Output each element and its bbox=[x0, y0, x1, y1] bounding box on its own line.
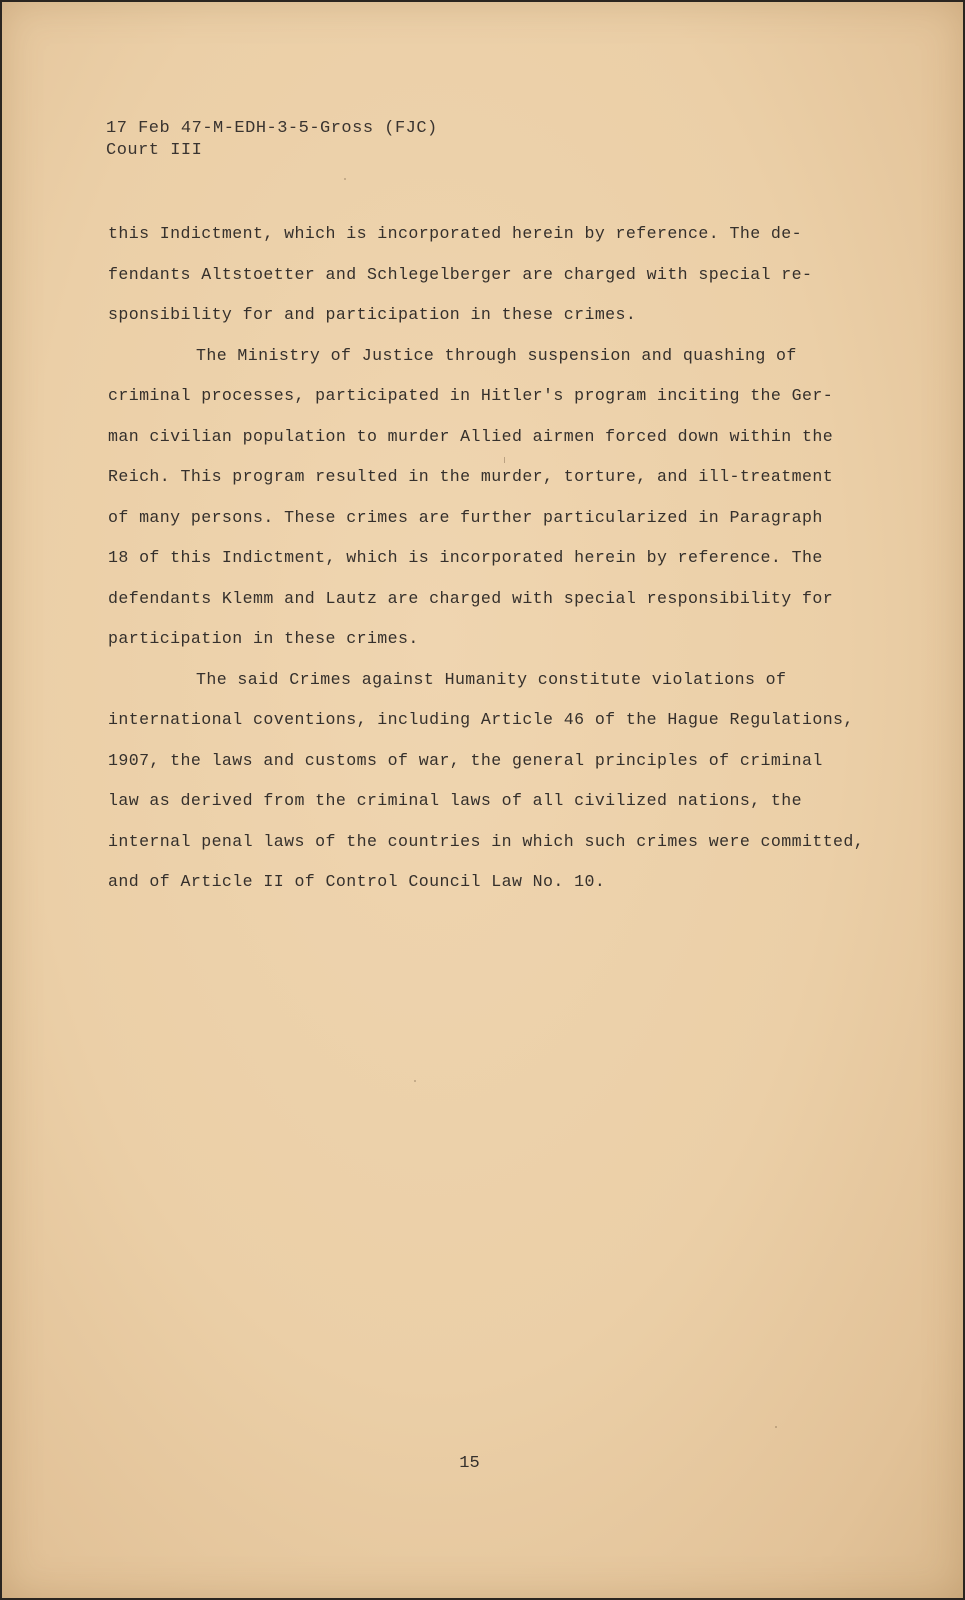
text-line: internal penal laws of the countries in which such crimes were committed, bbox=[108, 831, 865, 851]
text-line: 1907, the laws and customs of war, the general principles of criminal bbox=[108, 750, 823, 770]
text-line: criminal processes, participated in Hitler's program inciting the Ger- bbox=[108, 386, 834, 405]
text-line: The said Crimes against Humanity constitute violations of bbox=[196, 669, 787, 689]
body-text bbox=[108, 214, 865, 903]
paper-speck bbox=[344, 178, 346, 180]
header-reference: 17 Feb 47-M-EDH-3-5-Gross (FJC) bbox=[106, 119, 438, 138]
document-header bbox=[106, 118, 438, 162]
text-line: defendants Klemm and Lautz are charged with special responsibility for bbox=[108, 588, 834, 608]
text-line: Reich. This program resulted in the murder, torture, and ill-treatment bbox=[108, 467, 834, 486]
text-line: participation in these crimes. bbox=[108, 629, 419, 648]
paragraph bbox=[108, 336, 848, 660]
paper-speck bbox=[414, 1080, 416, 1082]
paragraph bbox=[108, 214, 848, 336]
page-number: 15 bbox=[459, 1454, 480, 1473]
paragraph bbox=[108, 660, 865, 903]
paper-speck bbox=[775, 1426, 777, 1428]
header-court: Court III bbox=[106, 141, 203, 160]
text-line: The Ministry of Justice through suspension and quashing of bbox=[196, 345, 797, 365]
text-line: sponsibility for and participation in these crimes. bbox=[108, 305, 637, 324]
text-line: law as derived from the criminal laws of all civilized nations, the bbox=[108, 791, 802, 810]
text-line: 18 of this Indictment, which is incorporated herein by reference. The bbox=[108, 548, 823, 567]
text-line: fendants Altstoetter and Schlegelberger are charged with special re- bbox=[108, 264, 813, 284]
paper-speck bbox=[504, 457, 505, 463]
text-line: this Indictment, which is incorporated herein by reference. The de- bbox=[108, 224, 802, 243]
document-page bbox=[2, 2, 963, 1598]
text-line: man civilian population to murder Allied airmen forced down within the bbox=[108, 426, 834, 446]
text-line: international coventions, including Article 46 of the Hague Regulations, bbox=[108, 710, 854, 729]
text-line: of many persons. These crimes are further particularized in Paragraph bbox=[108, 507, 823, 527]
text-line: and of Article II of Control Council Law No. 10. bbox=[108, 872, 606, 891]
